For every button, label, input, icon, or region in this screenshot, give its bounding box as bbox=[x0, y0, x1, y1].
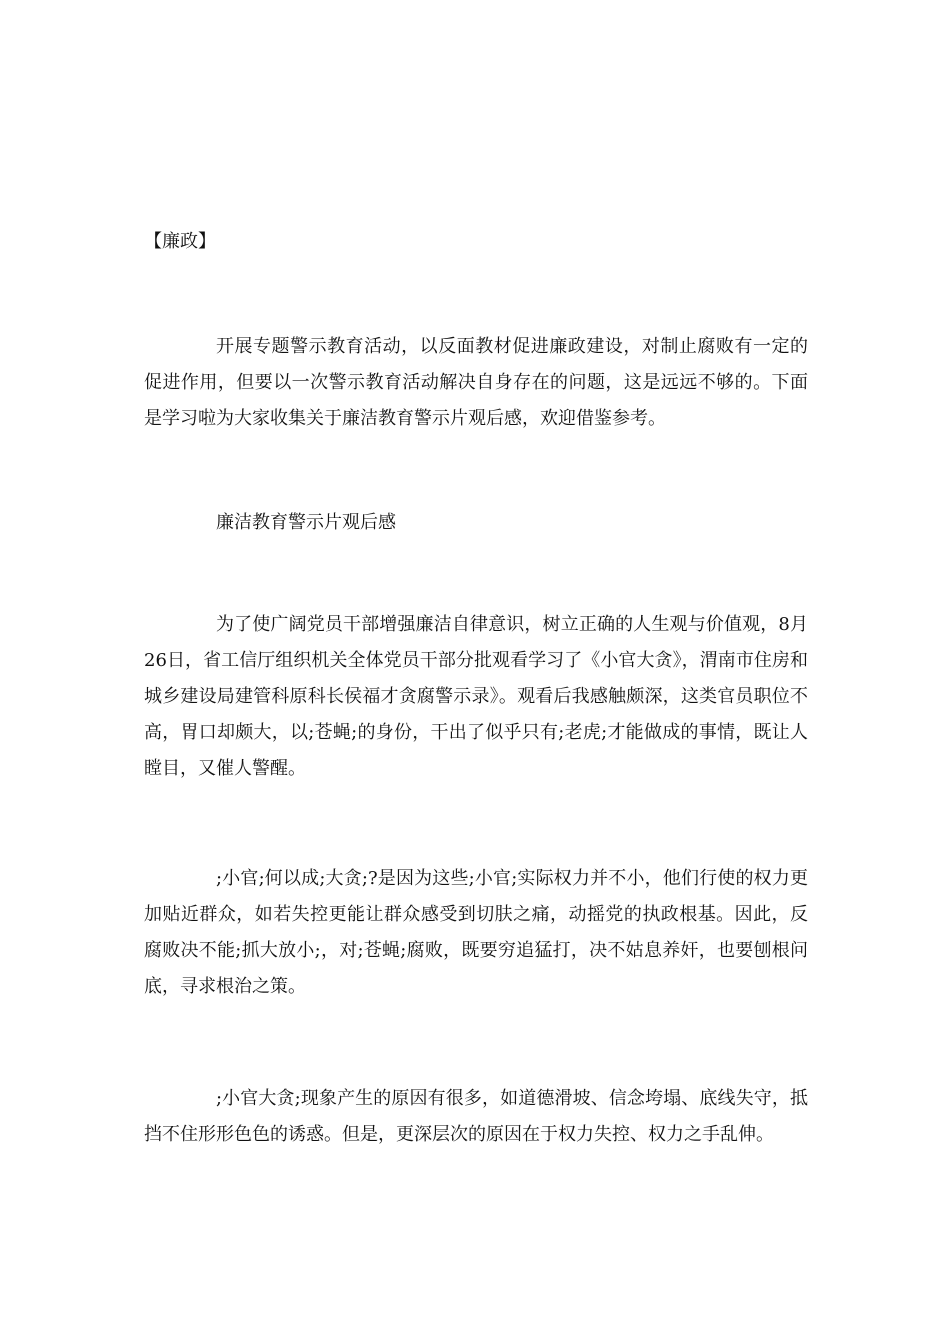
body-paragraph-1: 为了使广阔党员干部增强廉洁自律意识，树立正确的人生观与价值观，8月26日，省工信厅组织机关全体党员干部分批观看学习了《小官大贪》，渭南市住房和城乡建设局建管科原科长侯福才贪腐警示录》。观看后我感触颇深，这类官员职位不高，胃口却颇大，以;苍蝇;的身份，干出了似乎只有;老虎;才能做成的事情，既让人瞠目，又催人警醒。 bbox=[144, 614, 808, 779]
category-tag: 【廉政】 bbox=[144, 231, 216, 252]
body-paragraph-2: ;小官;何以成;大贪;?是因为这些;小官;实际权力并不小，他们行使的权力更加贴近群众，如若失控更能让群众感受到切肤之痛，动摇党的执政根基。因此，反腐败决不能;抓大放小;，对;苍蝇;腐败，既要穷追猛打，决不姑息养奸，也要刨根问底，寻求根治之策。 bbox=[144, 868, 808, 997]
body-paragraph-3: ;小官大贪;现象产生的原因有很多，如道德滑坡、信念垮塌、底线失守，抵挡不住形形色色的诱惑。但是，更深层次的原因在于权力失控、权力之手乱伸。 bbox=[144, 1088, 808, 1145]
section-heading: 廉洁教育警示片观后感 bbox=[216, 512, 396, 533]
intro-paragraph: 开展专题警示教育活动，以反面教材促进廉政建设，对制止腐败有一定的促进作用，但要以一次警示教育活动解决自身存在的问题，这是远远不够的。下面是学习啦为大家收集关于廉洁教育警示片观后感，欢迎借鉴参考。 bbox=[144, 336, 808, 429]
